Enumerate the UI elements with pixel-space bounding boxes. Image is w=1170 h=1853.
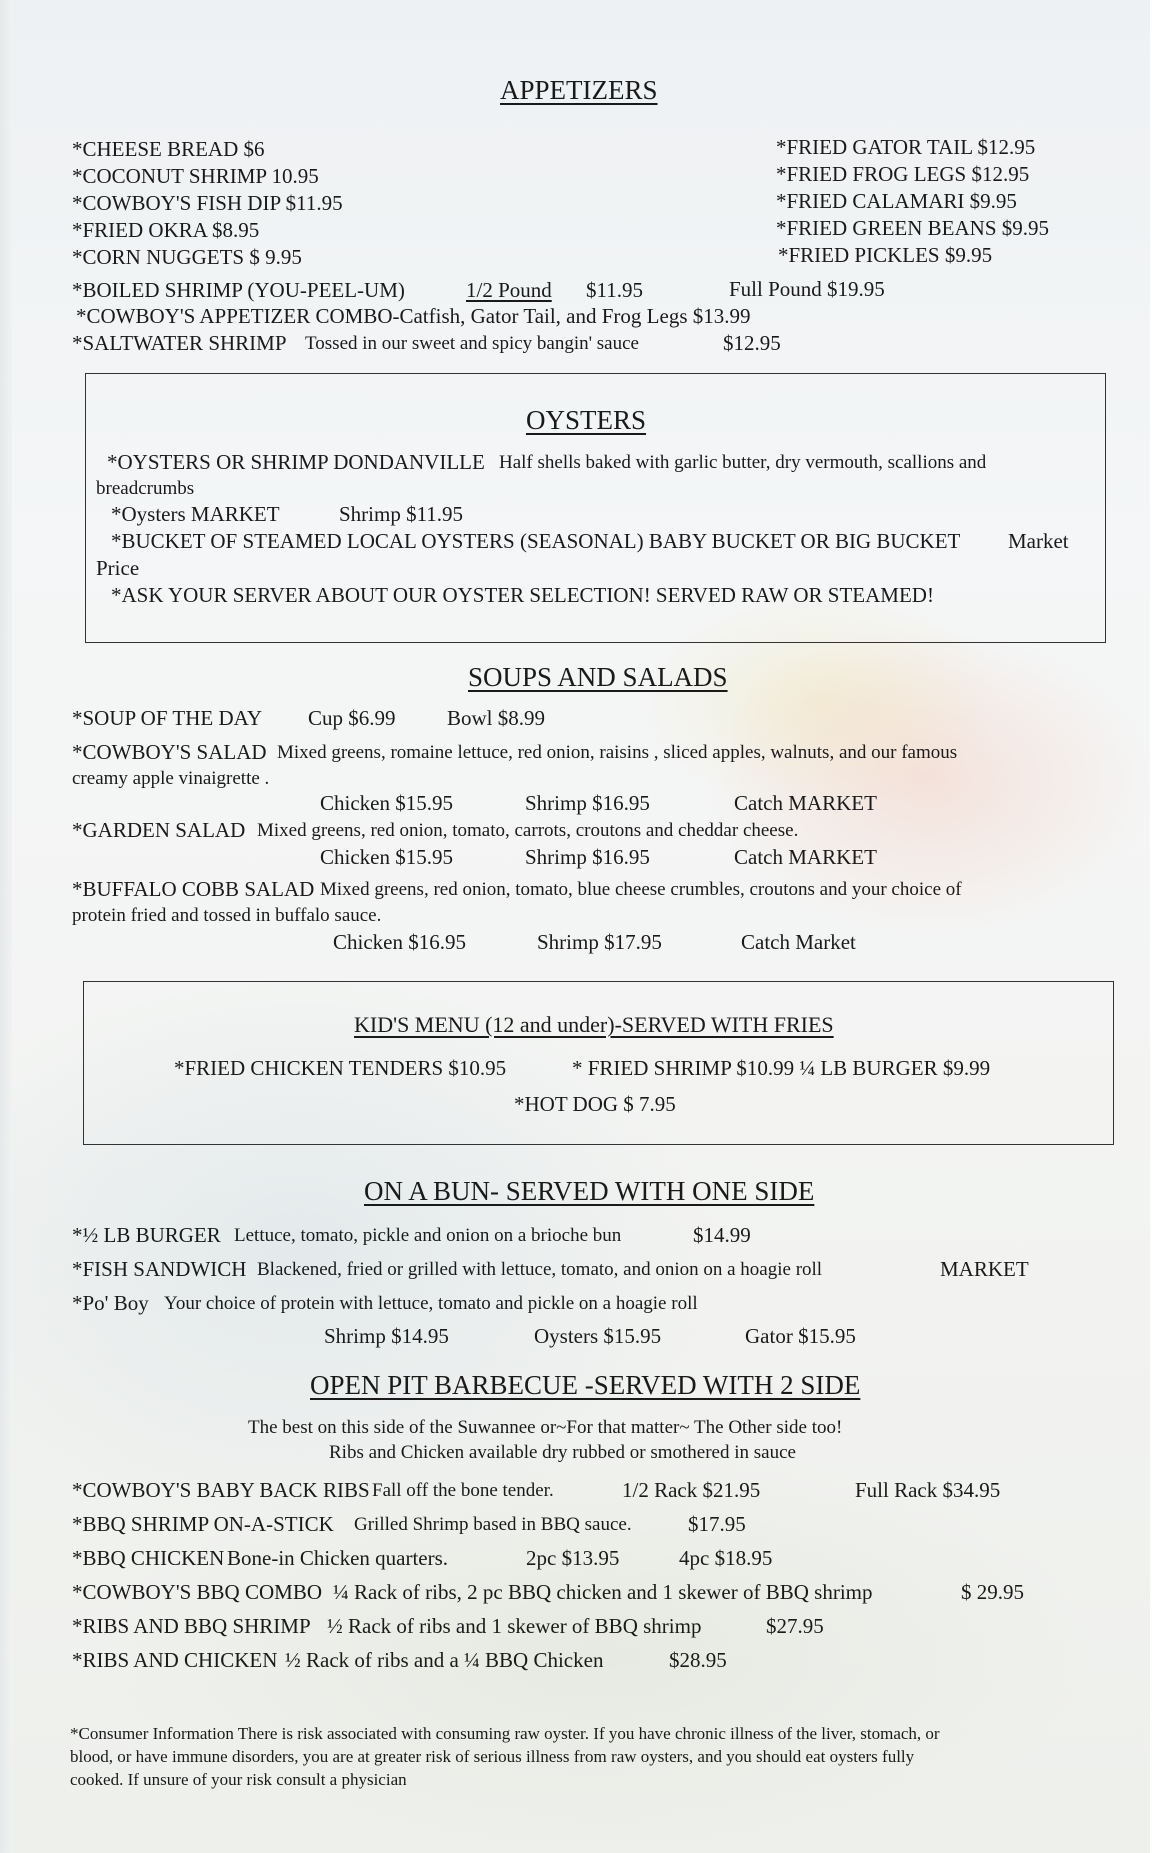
- bbq-chicken-2pc: 2pc $13.95: [526, 1546, 620, 1570]
- soup-cup-price: Cup $6.99: [308, 706, 396, 730]
- garden-salad-name: *GARDEN SALAD: [72, 818, 246, 842]
- garden-salad-chicken: Chicken $15.95: [320, 845, 453, 869]
- ribs-shrimp-desc: ½ Rack of ribs and 1 skewer of BBQ shrimp: [327, 1614, 702, 1638]
- kids-hot-dog: *HOT DOG $ 7.95: [514, 1092, 676, 1116]
- bbq-tagline-2: Ribs and Chicken available dry rubbed or smothered in sauce: [329, 1442, 796, 1463]
- cobb-salad-catch: Catch Market: [741, 930, 856, 954]
- burger-desc: Lettuce, tomato, pickle and onion on a brioche bun: [234, 1225, 622, 1246]
- boiled-shrimp-half-price: $11.95: [586, 278, 643, 302]
- boiled-shrimp-name: *BOILED SHRIMP (YOU-PEEL-UM): [72, 278, 405, 302]
- oysters-heading: OYSTERS: [526, 405, 647, 435]
- bbq-combo-price: $ 29.95: [961, 1580, 1024, 1604]
- dondanville-desc: Half shells baked with garlic butter, dry vermouth, scallions and: [499, 452, 987, 473]
- ribs-shrimp-price: $27.95: [766, 1614, 824, 1638]
- poboy-desc: Your choice of protein with lettuce, tomato and pickle on a hoagie roll: [164, 1293, 698, 1314]
- bbq-shrimp-name: *BBQ SHRIMP ON-A-STICK: [72, 1512, 334, 1536]
- soups-salads-heading: SOUPS AND SALADS: [468, 662, 728, 692]
- appetizers-heading: APPETIZERS: [500, 75, 658, 105]
- dondanville-desc-cont: breadcrumbs: [96, 478, 195, 499]
- list-item: *CHEESE BREAD $6: [72, 137, 265, 161]
- cobb-salad-desc-cont: protein fried and tossed in buffalo sauce.: [72, 905, 382, 926]
- dondanville-shrimp-price: Shrimp $11.95: [339, 502, 464, 526]
- ribs-chicken-price: $28.95: [669, 1648, 727, 1672]
- bbq-chicken-4pc: 4pc $18.95: [679, 1546, 773, 1570]
- bbq-tagline-1: The best on this side of the Suwannee or~For that matter~ The Other side too!: [248, 1417, 843, 1438]
- appetizer-combo: *COWBOY'S APPETIZER COMBO-Catfish, Gator Tail, and Frog Legs $13.99: [76, 304, 751, 328]
- baby-back-ribs-full: Full Rack $34.95: [855, 1478, 1001, 1502]
- poboy-gator: Gator $15.95: [745, 1324, 856, 1348]
- list-item: *FRIED OKRA $8.95: [72, 218, 260, 242]
- list-item: *FRIED CALAMARI $9.95: [776, 189, 1017, 213]
- bucket-price: Price: [96, 556, 140, 580]
- baby-back-ribs-half: 1/2 Rack $21.95: [622, 1478, 761, 1502]
- cobb-salad-chicken: Chicken $16.95: [333, 930, 466, 954]
- burger-price: $14.99: [693, 1223, 751, 1247]
- list-item: *COCONUT SHRIMP 10.95: [72, 164, 319, 188]
- fish-sandwich-desc: Blackened, fried or grilled with lettuce, tomato, and onion on a hoagie roll: [257, 1259, 823, 1280]
- kids-menu-heading: KID'S MENU (12 and under)-SERVED WITH FRIES: [354, 1012, 834, 1037]
- page-edge-left: [0, 0, 12, 1853]
- page-edge-right: [1150, 0, 1170, 1853]
- garden-salad-shrimp: Shrimp $16.95: [525, 845, 650, 869]
- fish-sandwich-price: MARKET: [940, 1257, 1029, 1281]
- on-a-bun-heading: ON A BUN- SERVED WITH ONE SIDE: [364, 1176, 815, 1206]
- baby-back-ribs-desc: Fall off the bone tender.: [372, 1480, 554, 1501]
- bucket-market: Market: [1008, 529, 1069, 553]
- bbq-combo-name: *COWBOY'S BBQ COMBO: [72, 1580, 322, 1604]
- list-item: *COWBOY'S FISH DIP $11.95: [72, 191, 343, 215]
- saltwater-shrimp-name: *SALTWATER SHRIMP: [72, 331, 287, 355]
- dondanville-oysters-price: *Oysters MARKET: [111, 502, 280, 526]
- list-item: *FRIED GATOR TAIL $12.95: [776, 135, 1036, 159]
- cobb-salad-name: *BUFFALO COBB SALAD: [72, 877, 315, 901]
- bbq-combo-desc: ¼ Rack of ribs, 2 pc BBQ chicken and 1 skewer of BBQ shrimp: [333, 1580, 873, 1604]
- garden-salad-desc: Mixed greens, red onion, tomato, carrots, croutons and cheddar cheese.: [257, 820, 799, 841]
- cowboy-salad-shrimp: Shrimp $16.95: [525, 791, 650, 815]
- ribs-chicken-desc: ½ Rack of ribs and a ¼ BBQ Chicken: [285, 1648, 604, 1672]
- kids-shrimp-burger: * FRIED SHRIMP $10.99 ¼ LB BURGER $9.99: [572, 1056, 991, 1080]
- list-item: *FRIED GREEN BEANS $9.95: [776, 216, 1050, 240]
- cowboy-salad-desc-cont: creamy apple vinaigrette .: [72, 768, 270, 789]
- consumer-info-line-2: blood, or have immune disorders, you are at greater risk of serious illness from raw oysters, and you should eat oysters fully: [70, 1747, 915, 1766]
- saltwater-shrimp-desc: Tossed in our sweet and spicy bangin' sauce: [305, 333, 639, 354]
- consumer-info-line-3: cooked. If unsure of your risk consult a physician: [70, 1770, 407, 1789]
- list-item: *FRIED PICKLES $9.95: [778, 243, 993, 267]
- poboy-oysters: Oysters $15.95: [534, 1324, 662, 1348]
- bbq-chicken-name: *BBQ CHICKEN: [72, 1546, 225, 1570]
- baby-back-ribs-name: *COWBOY'S BABY BACK RIBS: [72, 1478, 370, 1502]
- cowboy-salad-catch: Catch MARKET: [734, 791, 877, 815]
- poboy-shrimp: Shrimp $14.95: [324, 1324, 449, 1348]
- bbq-heading: OPEN PIT BARBECUE -SERVED WITH 2 SIDE: [310, 1370, 861, 1400]
- cowboy-salad-chicken: Chicken $15.95: [320, 791, 453, 815]
- bbq-shrimp-price: $17.95: [688, 1512, 746, 1536]
- bbq-chicken-desc: Bone-in Chicken quarters.: [227, 1546, 449, 1570]
- soup-name: *SOUP OF THE DAY: [72, 706, 263, 730]
- kids-chicken-tenders: *FRIED CHICKEN TENDERS $10.95: [174, 1056, 507, 1080]
- oyster-selection-note: *ASK YOUR SERVER ABOUT OUR OYSTER SELECTION! SERVED RAW OR STEAMED!: [111, 583, 934, 607]
- dondanville-name: *OYSTERS OR SHRIMP DONDANVILLE: [107, 450, 485, 474]
- list-item: *FRIED FROG LEGS $12.95: [776, 162, 1030, 186]
- boiled-shrimp-full: Full Pound $19.95: [729, 277, 885, 301]
- fish-sandwich-name: *FISH SANDWICH: [72, 1257, 247, 1281]
- bucket-oysters: *BUCKET OF STEAMED LOCAL OYSTERS (SEASONAL) BABY BUCKET OR BIG BUCKET: [111, 529, 961, 553]
- ribs-chicken-name: *RIBS AND CHICKEN: [72, 1648, 278, 1672]
- cobb-salad-shrimp: Shrimp $17.95: [537, 930, 662, 954]
- saltwater-shrimp-price: $12.95: [723, 331, 781, 355]
- list-item: *CORN NUGGETS $ 9.95: [72, 245, 302, 269]
- boiled-shrimp-half: 1/2 Pound: [466, 278, 552, 302]
- cobb-salad-desc: Mixed greens, red onion, tomato, blue cheese crumbles, croutons and your choice of: [320, 879, 962, 900]
- poboy-name: *Po' Boy: [72, 1291, 149, 1315]
- ribs-shrimp-name: *RIBS AND BBQ SHRIMP: [72, 1614, 311, 1638]
- burger-name: *½ LB BURGER: [72, 1223, 221, 1247]
- garden-salad-catch: Catch MARKET: [734, 845, 877, 869]
- bbq-shrimp-desc: Grilled Shrimp based in BBQ sauce.: [354, 1514, 632, 1535]
- consumer-info-line-1: *Consumer Information There is risk associated with consuming raw oyster. If you have chronic illness of the liver, stomach, or: [70, 1724, 940, 1743]
- cowboy-salad-name: *COWBOY'S SALAD: [72, 740, 267, 764]
- cowboy-salad-desc: Mixed greens, romaine lettuce, red onion, raisins , sliced apples, walnuts, and our famous: [277, 742, 958, 763]
- soup-bowl-price: Bowl $8.99: [447, 706, 546, 730]
